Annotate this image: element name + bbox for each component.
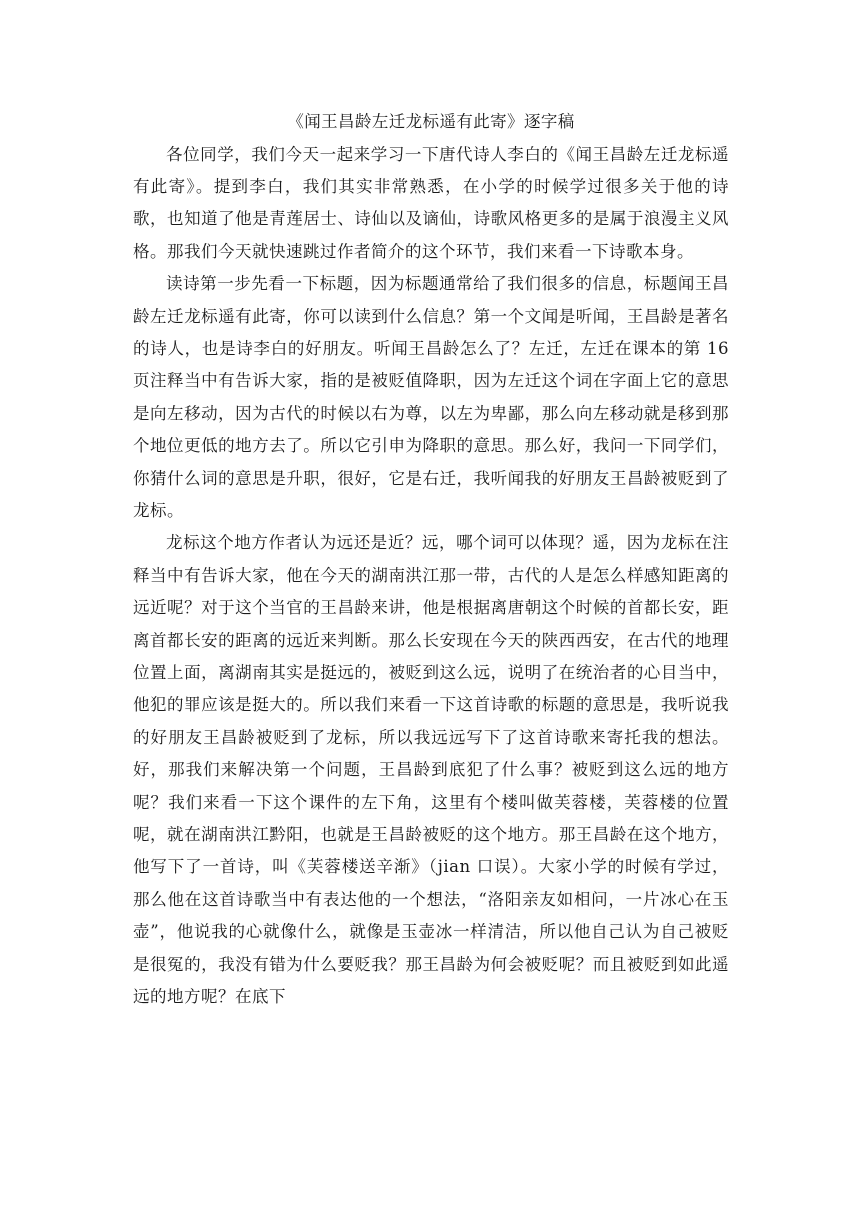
paragraph-intro: 各位同学，我们今天一起来学习一下唐代诗人李白的《闻王昌龄左迁龙标遥有此寄》。提到李白，我们其实非常熟悉，在小学的时候学过很多关于他的诗歌，也知道了他是青莲居士、诗仙以及谪仙，诗歌风格更多的是属于浪漫主义风格。那我们今天就快速跳过作者简介的这个环节，我们来看一下诗歌本身。 bbox=[133, 144, 729, 261]
paragraph-title-analysis: 读诗第一步先看一下标题，因为标题通常给了我们很多的信息，标题闻王昌龄左迁龙标遥有此寄，你可以读到什么信息？第一个文闻是听闻，王昌龄是著名的诗人，也是诗李白的好朋友。听闻王昌龄怎么了？左迁，左迁在课本的第 16 页注释当中有告诉大家，指的是被贬值降职，因为左迁这个词在字面上它的意思是向左移动，因为古代的时候以右为尊，以左为卑鄙，那么向左移动就是移到那个地位更低的地方去了。所以它引申为降职的意思。那么好，我问一下同学们，你猜什么词的意思是升职，很好，它是右迁，我听闻我的好朋友王昌龄被贬到了龙标。 bbox=[133, 274, 729, 520]
paragraph-longbiao: 龙标这个地方作者认为远还是近？远，哪个词可以体现？遥，因为龙标在注释当中有告诉大家，他在今天的湖南洪江那一带，古代的人是怎么样感知距离的远近呢？对于这个当官的王昌龄来讲，他是根据离唐朝这个时候的首都长安，距离首都长安的距离的远近来判断。那么长安现在今天的陕西西安，在古代的地理位置上面，离湖南其实是挺远的，被贬到这么远，说明了在统治者的心目当中，他犯的罪应该是挺大的。所以我们来看一下这首诗歌的标题的意思是，我听说我的好朋友王昌龄被贬到了龙标，所以我远远写下了这首诗歌来寄托我的想法。好，那我们来解决第一个问题，王昌龄到底犯了什么事？被贬到这么远的地方呢？我们来看一下这个课件的左下角，这里有个楼叫做芙蓉楼，芙蓉楼的位置呢，就在湖南洪江黔阳，也就是王昌龄被贬的这个地方。那王昌龄在这个地方，他写下了一首诗，叫《芙蓉楼送辛渐》（jian 口误）。大家小学的时候有学过，那么他在这首诗歌当中有表达他的一个想法，“洛阳亲友如相问，一片冰心在玉壶”，他说我的心就像什么，就像是玉壶冰一样清洁，所以他自己认为自己被贬是很冤的，我没有错为什么要贬我？那王昌龄为何会被贬呢？而且被贬到如此遥远的地方呢？在底下 bbox=[133, 533, 729, 1007]
document-body bbox=[133, 106, 729, 1013]
document-title: 《闻王昌龄左迁龙标遥有此寄》逐字稿 bbox=[287, 112, 575, 131]
